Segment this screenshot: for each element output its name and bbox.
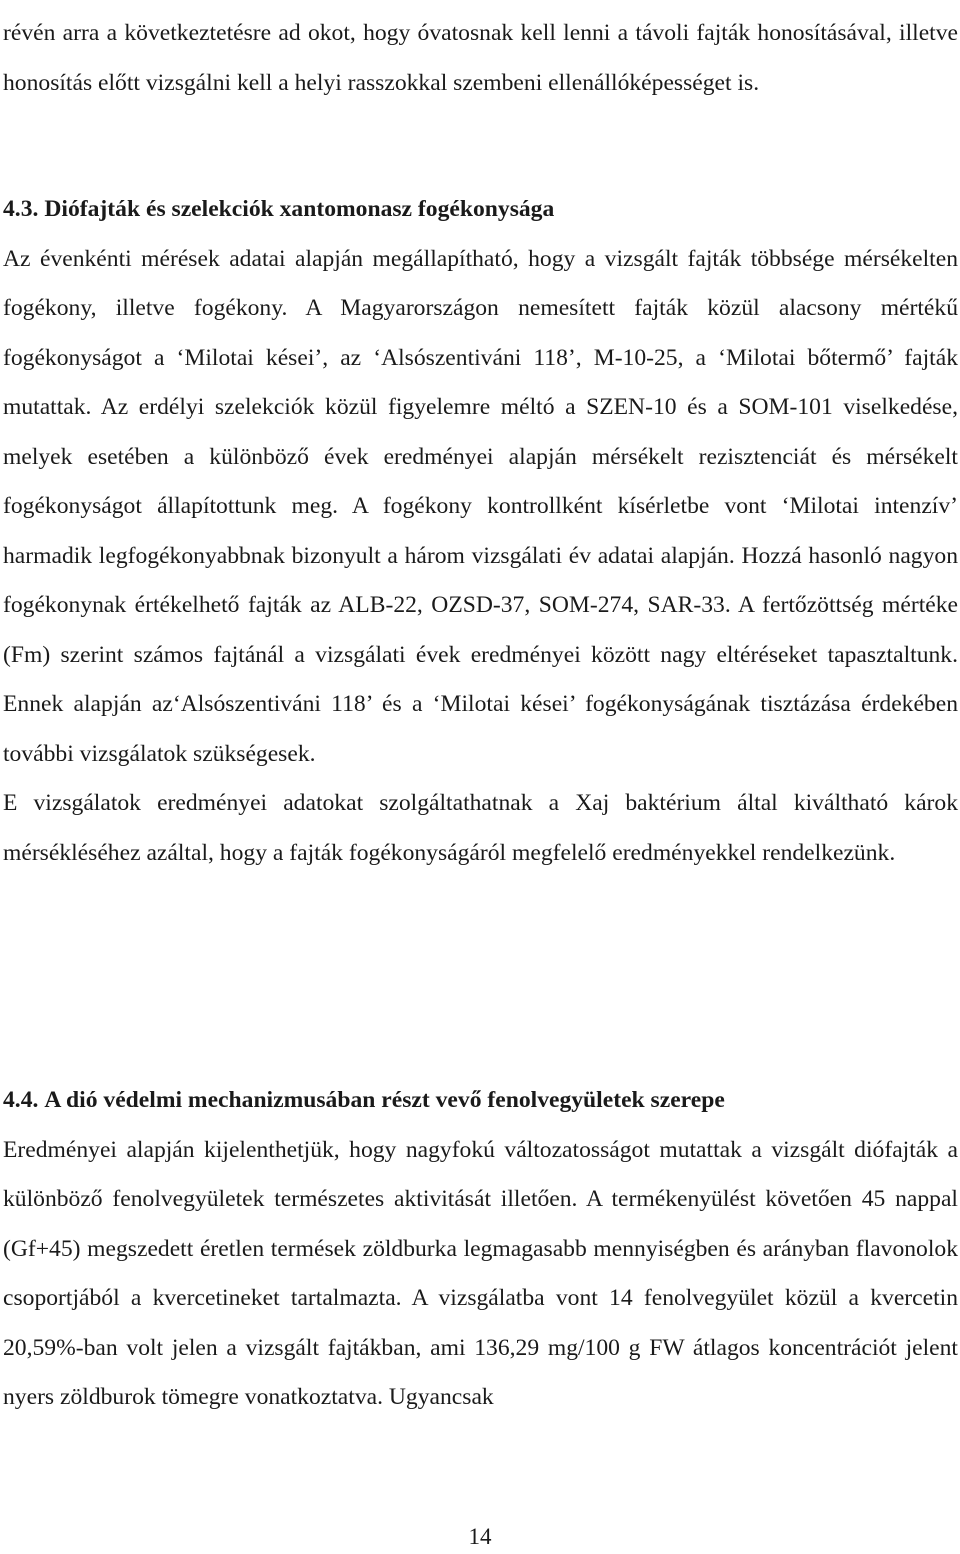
page-number: 14 bbox=[468, 1524, 492, 1549]
section-title: A dió védelmi mechanizmusában részt vevő fenolvegyületek szerepe bbox=[44, 1087, 725, 1113]
section-4-4 bbox=[3, 1076, 958, 1423]
section-4-3 bbox=[3, 185, 958, 878]
section-title: Diófajták és szelekciók xantomonasz fogékonysága bbox=[44, 196, 555, 222]
intro-paragraph: révén arra a következtetésre ad okot, hogy óvatosnak kell lenni a távoli fajták honosításával, illetve honosítás előtt vizsgálni kell a helyi rasszokkal szembeni ellenállóképességet is. bbox=[3, 20, 958, 96]
section-heading bbox=[3, 1076, 958, 1126]
section-number: 4.3. bbox=[3, 196, 39, 222]
body-paragraph: Eredményei alapján kijelenthetjük, hogy nagyfokú változatosságot mutattak a vizsgált diófajták a különböző fenolvegyületek természetes aktivitását illetően. A termékenyülést követően 45 nappal (Gf+45) megszedett éretlen termések zöldburka legmagasabb mennyiségben és arányban flavonolok csoportjából a kvercetineket tartalmazta. A vizsgálatba vont 14 fenolvegyület közül a kvercetin 20,59%-ban volt jelen a vizsgált fajtákban, ami 136,29 mg/100 g FW átlagos koncentrációt jelent nyers zöldburok tömegre vonatkoztatva. Ugyancsak bbox=[3, 1136, 958, 1410]
section-heading bbox=[3, 185, 958, 235]
section-number: 4.4. bbox=[3, 1087, 39, 1113]
body-paragraph: Az évenkénti mérések adatai alapján megállapítható, hogy a vizsgált fajták többsége mérsékelten fogékony, illetve fogékony. A Magyarországon nemesített fajták közül alacsony mértékű fogékonyságot a ‘Milotai kései’, az ‘Alsószentiváni 118’, M-10-25, a ‘Milotai bőtermő’ fajták mutattak. Az erdélyi szelekciók közül figyelemre méltó a SZEN-10 és a SOM-101 viselkedése, melyek esetében a különböző évek eredményei alapján mérsékelt rezisztenciát és mérsékelt fogékonyságot állapítottunk meg. A fogékony kontrollként kísérletbe vont ‘Milotai intenzív’ harmadik legfogékonyabbnak bizonyult a három vizsgálati év adatai alapján. Hozzá hasonló nagyon fogékonynak értékelhető fajták az ALB-22, OZSD-37, SOM-274, SAR-33. A fertőzöttség mértéke (Fm) szerint számos fajtánál a vizsgálati évek eredményei között nagy eltéréseket tapasztaltunk. Ennek alapján az‘Alsószentiváni 118’ és a ‘Milotai kései’ fogékonyságának tisztázása érdekében további vizsgálatok szükségesek. bbox=[3, 245, 958, 767]
body-paragraph: E vizsgálatok eredményei adatokat szolgáltathatnak a Xaj baktérium által kiváltható károk mérsékléséhez azáltal, hogy a fajták fogékonyságáról megfelelő eredményekkel rendelkezünk. bbox=[3, 790, 958, 866]
